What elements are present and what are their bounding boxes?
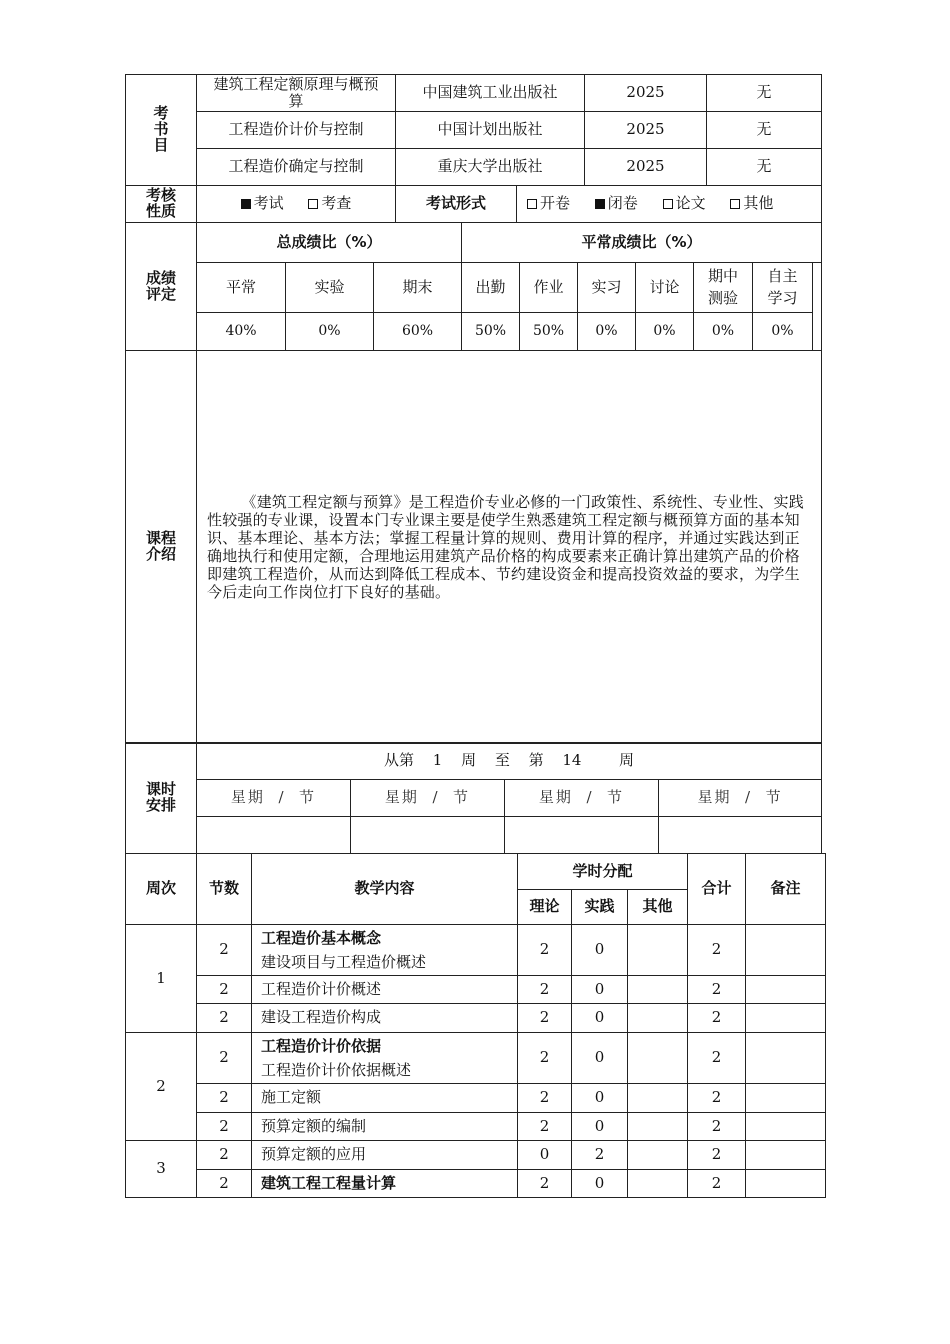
option-closed-book[interactable]: 闭卷 xyxy=(595,194,638,212)
assessment-table xyxy=(125,185,822,223)
option-exam[interactable]: 考试 xyxy=(241,194,284,212)
plan-practice: 0 xyxy=(572,1004,628,1033)
plan-total: 2 xyxy=(688,1004,746,1033)
plan-other xyxy=(628,1004,688,1033)
plan-theory: 2 xyxy=(518,1113,572,1141)
checkbox-empty-icon xyxy=(663,199,673,209)
book-publisher: 重庆大学出版社 xyxy=(396,149,585,186)
plan-content xyxy=(252,925,518,976)
assessment-nature-options xyxy=(197,186,396,223)
grade-value-final: 60% xyxy=(374,313,462,351)
grades-section xyxy=(125,222,822,351)
schedule-slot: 星期 / 节 xyxy=(659,780,822,817)
checkbox-checked-icon xyxy=(241,199,251,209)
checkbox-empty-icon xyxy=(527,199,537,209)
option-other[interactable]: 其他 xyxy=(730,194,773,212)
books-table xyxy=(125,74,822,186)
option-check[interactable]: 考查 xyxy=(308,194,351,212)
week-range: 从第 1 周 至 第 14 周 xyxy=(197,743,822,780)
plan-total: 2 xyxy=(688,1084,746,1113)
plan-topic: 工程造价计价概述 xyxy=(252,976,518,1004)
plan-row xyxy=(126,925,826,976)
plan-row xyxy=(126,1004,826,1033)
book-year: 2025 xyxy=(585,149,707,186)
intro-table xyxy=(125,350,822,744)
books-label: 考 书 目 xyxy=(126,75,197,186)
plan-row xyxy=(126,1170,826,1198)
option-open-book[interactable]: 开卷 xyxy=(527,194,570,212)
grade-header-discussion: 讨论 xyxy=(636,263,694,313)
schedule-section xyxy=(125,742,822,854)
plan-other xyxy=(628,976,688,1004)
plan-row xyxy=(126,1113,826,1141)
schedule-label: 课时安排 xyxy=(126,743,197,854)
plan-sessions: 2 xyxy=(197,1033,252,1084)
book-title: 工程造价确定与控制 xyxy=(197,149,396,186)
plan-row xyxy=(126,1033,826,1084)
grade-header-attendance: 出勤 xyxy=(462,263,520,313)
assessment-label: 考核性质 xyxy=(126,186,197,223)
plan-topic: 预算定额的编制 xyxy=(252,1113,518,1141)
plan-remark xyxy=(746,1141,826,1170)
exam-form-label: 考试形式 xyxy=(396,186,517,223)
plan-remark xyxy=(746,1170,826,1198)
plan-chapter-title: 工程造价计价依据 xyxy=(261,1037,382,1055)
plan-other xyxy=(628,1113,688,1141)
checkbox-checked-icon xyxy=(595,199,605,209)
plan-total: 2 xyxy=(688,925,746,976)
book-note: 无 xyxy=(707,112,822,149)
plan-header-practice: 实践 xyxy=(572,890,628,925)
grade-header-midterm: 期中 测验 xyxy=(694,263,753,313)
plan-header-total: 合计 xyxy=(688,854,746,925)
plan-section xyxy=(125,853,826,1198)
plan-topic: 工程造价计价依据概述 xyxy=(261,1061,412,1079)
plan-topic: 施工定额 xyxy=(252,1084,518,1113)
plan-total: 2 xyxy=(688,1113,746,1141)
plan-other xyxy=(628,1084,688,1113)
plan-total: 2 xyxy=(688,976,746,1004)
plan-remark xyxy=(746,976,826,1004)
schedule-slot-value[interactable] xyxy=(505,817,659,854)
grade-header-internship: 实习 xyxy=(578,263,636,313)
plan-practice: 0 xyxy=(572,1084,628,1113)
plan-topic: 建设项目与工程造价概述 xyxy=(261,953,427,971)
plan-content xyxy=(252,1033,518,1084)
grade-blank-cell xyxy=(813,263,822,351)
option-paper[interactable]: 论文 xyxy=(663,194,706,212)
plan-table xyxy=(125,853,826,1198)
grade-header-final: 期末 xyxy=(374,263,462,313)
schedule-slot: 星期 / 节 xyxy=(505,780,659,817)
grade-value-lab: 0% xyxy=(286,313,374,351)
plan-sessions: 2 xyxy=(197,1170,252,1198)
plan-sessions: 2 xyxy=(197,1141,252,1170)
total-grade-header: 总成绩比（%） xyxy=(197,223,462,263)
plan-sessions: 2 xyxy=(197,1113,252,1141)
grades-label: 成绩评定 xyxy=(126,223,197,351)
plan-practice: 0 xyxy=(572,925,628,976)
usual-grade-header: 平常成绩比（%） xyxy=(462,223,822,263)
exam-form-options xyxy=(517,186,822,223)
grade-value-usual: 40% xyxy=(197,313,286,351)
plan-other xyxy=(628,1033,688,1084)
intro-label: 课程介绍 xyxy=(126,351,197,744)
grades-table xyxy=(125,222,822,351)
book-publisher: 中国建筑工业出版社 xyxy=(396,75,585,112)
grade-value-internship: 0% xyxy=(578,313,636,351)
plan-practice: 0 xyxy=(572,976,628,1004)
plan-other xyxy=(628,925,688,976)
plan-theory: 0 xyxy=(518,1141,572,1170)
grade-header-lab: 实验 xyxy=(286,263,374,313)
checkbox-empty-icon xyxy=(730,199,740,209)
plan-remark xyxy=(746,1084,826,1113)
plan-practice: 0 xyxy=(572,1033,628,1084)
plan-week-number: 1 xyxy=(126,925,197,1033)
book-year: 2025 xyxy=(585,75,707,112)
plan-header-content: 教学内容 xyxy=(252,854,518,925)
grade-header-usual: 平常 xyxy=(197,263,286,313)
grade-value-homework: 50% xyxy=(520,313,578,351)
plan-other xyxy=(628,1141,688,1170)
book-year: 2025 xyxy=(585,112,707,149)
plan-theory: 2 xyxy=(518,925,572,976)
plan-practice: 2 xyxy=(572,1141,628,1170)
plan-practice: 0 xyxy=(572,1113,628,1141)
grade-value-attendance: 50% xyxy=(462,313,520,351)
plan-total: 2 xyxy=(688,1033,746,1084)
plan-remark xyxy=(746,1113,826,1141)
plan-remark xyxy=(746,1004,826,1033)
intro-section xyxy=(125,350,822,744)
plan-theory: 2 xyxy=(518,1170,572,1198)
book-title: 建筑工程定额原理与概预算 xyxy=(197,75,396,112)
plan-header-week: 周次 xyxy=(126,854,197,925)
plan-header-hours: 学时分配 xyxy=(518,854,688,890)
grade-header-self-study: 自主 学习 xyxy=(753,263,813,313)
plan-theory: 2 xyxy=(518,1004,572,1033)
plan-sessions: 2 xyxy=(197,976,252,1004)
plan-theory: 2 xyxy=(518,976,572,1004)
plan-header-other: 其他 xyxy=(628,890,688,925)
plan-remark xyxy=(746,1033,826,1084)
plan-theory: 2 xyxy=(518,1084,572,1113)
plan-week-number: 2 xyxy=(126,1033,197,1141)
schedule-slot-value[interactable] xyxy=(351,817,505,854)
plan-theory: 2 xyxy=(518,1033,572,1084)
book-note: 无 xyxy=(707,75,822,112)
plan-total: 2 xyxy=(688,1141,746,1170)
plan-other xyxy=(628,1170,688,1198)
plan-row xyxy=(126,976,826,1004)
grade-value-discussion: 0% xyxy=(636,313,694,351)
book-publisher: 中国计划出版社 xyxy=(396,112,585,149)
plan-header-theory: 理论 xyxy=(518,890,572,925)
grade-value-self-study: 0% xyxy=(753,313,813,351)
plan-row xyxy=(126,1141,826,1170)
schedule-slot: 星期 / 节 xyxy=(197,780,351,817)
plan-practice: 0 xyxy=(572,1170,628,1198)
plan-sessions: 2 xyxy=(197,1004,252,1033)
schedule-slot: 星期 / 节 xyxy=(351,780,505,817)
plan-total: 2 xyxy=(688,1170,746,1198)
schedule-table xyxy=(125,742,822,854)
books-section xyxy=(125,74,822,186)
plan-topic: 建设工程造价构成 xyxy=(252,1004,518,1033)
plan-chapter-title: 工程造价基本概念 xyxy=(261,929,382,947)
plan-chapter-title: 建筑工程工程量计算 xyxy=(252,1170,518,1198)
schedule-slot-value[interactable] xyxy=(197,817,351,854)
schedule-slot-value[interactable] xyxy=(659,817,822,854)
plan-remark xyxy=(746,925,826,976)
plan-header-sessions: 节数 xyxy=(197,854,252,925)
plan-sessions: 2 xyxy=(197,925,252,976)
plan-topic: 预算定额的应用 xyxy=(252,1141,518,1170)
book-note: 无 xyxy=(707,149,822,186)
plan-row xyxy=(126,1084,826,1113)
grade-header-homework: 作业 xyxy=(520,263,578,313)
assessment-section xyxy=(125,185,822,223)
plan-week-number: 3 xyxy=(126,1141,197,1198)
plan-header-remark: 备注 xyxy=(746,854,826,925)
course-intro-text: 《建筑工程定额与预算》是工程造价专业必修的一门政策性、系统性、专业性、实践性较强的专业课，设置本门专业课主要是使学生熟悉建筑工程定额与概预算方面的基本知识、基本理论、基本方法；掌握工程量计算的规则、费用计算的程序，并通过实践达到正确地执行和使用定额，合理地运用建筑产品价格的构成要素来正确计算出建筑产品的价格即建筑工程造价，从而达到降低工程成本、节约建设资金和提高投资效益的要求，为学生今后走向工作岗位打下良好的基础。 xyxy=(197,351,822,744)
book-title: 工程造价计价与控制 xyxy=(197,112,396,149)
plan-sessions: 2 xyxy=(197,1084,252,1113)
grade-value-midterm: 0% xyxy=(694,313,753,351)
checkbox-empty-icon xyxy=(308,199,318,209)
